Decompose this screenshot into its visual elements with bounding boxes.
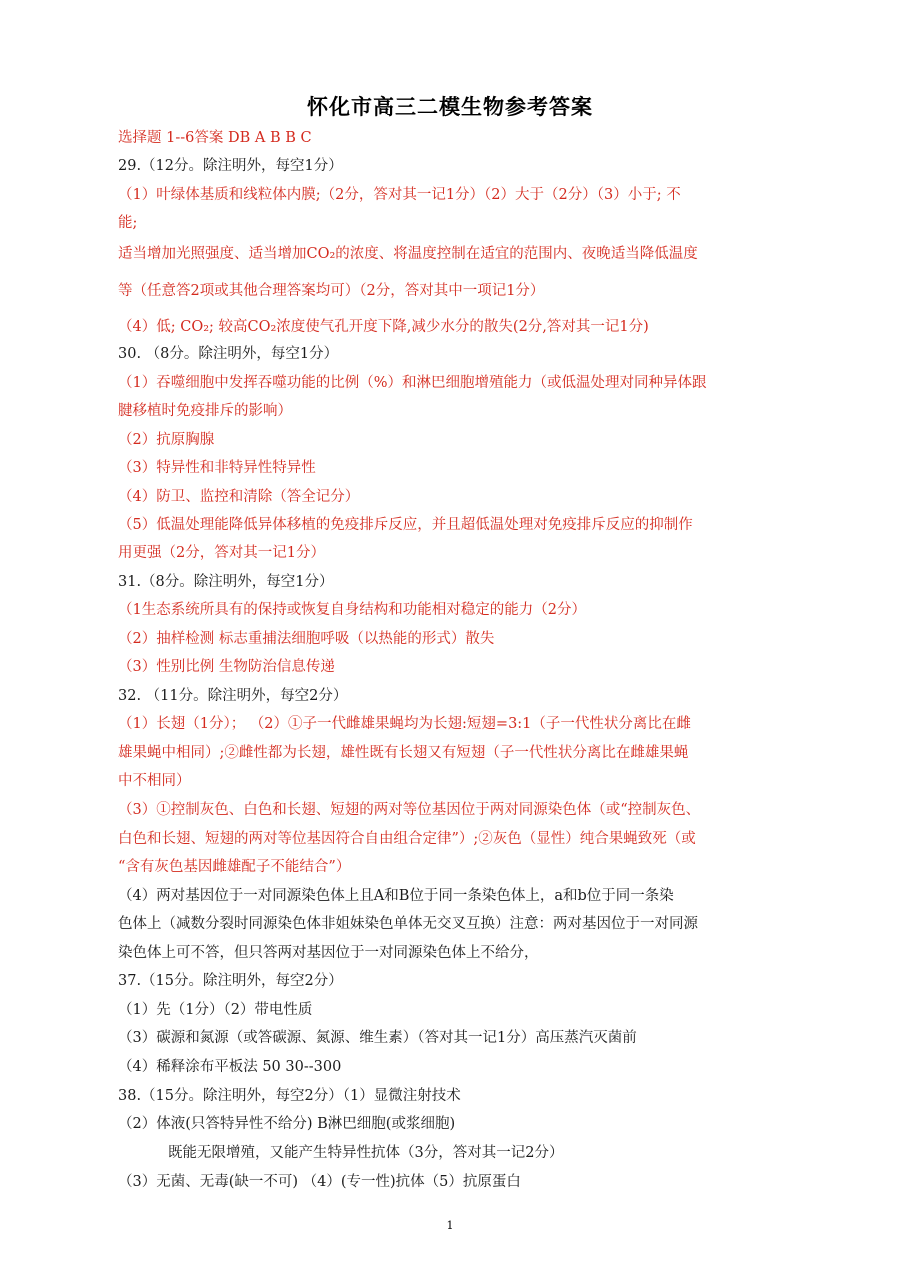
q38-answer-line: （2）体液(只答特异性不给分) B淋巴细胞(或浆细胞) <box>118 1116 456 1132</box>
q31-answer-line: （2）抽样检测 标志重捕法细胞呼吸（以热能的形式）散失 <box>118 631 495 647</box>
q29-heading: 29.（12分。除注明外，每空1分） <box>118 158 343 174</box>
q30-answer-line: 腱移植时免疫排斥的影响） <box>118 403 292 419</box>
q30-answer-line: （3）特异性和非特异性特异性 <box>118 460 316 476</box>
q29-answer-line: 等（任意答2项或其他合理答案均可）（2分，答对其中一项记1分） <box>118 283 545 299</box>
q37-answer-line: （4）稀释涂布平板法 50 30--300 <box>118 1059 342 1075</box>
q29-answer-line: 能; <box>118 215 138 231</box>
q37-heading: 37.（15分。除注明外，每空2分） <box>118 973 343 989</box>
q31-heading: 31.（8分。除注明外，每空1分） <box>118 574 334 590</box>
q38-answer-line: （3）无菌、无毒(缺一不可) （4）(专一性)抗体（5）抗原蛋白 <box>118 1174 521 1190</box>
q38-heading: 38.（15分。除注明外，每空2分）（1）显微注射技术 <box>118 1088 461 1104</box>
q37-answer-line: （3）碳源和氮源（或答碳源、氮源、维生素）（答对其一记1分）高压蒸汽灭菌前 <box>118 1030 637 1046</box>
q32-heading: 32. （11分。除注明外，每空2分） <box>118 688 348 704</box>
q32-answer-line: （3）①控制灰色、白色和长翅、短翅的两对等位基因位于两对同源染色体（或“控制灰色、 <box>118 802 701 818</box>
page-number: 1 <box>446 1219 454 1232</box>
q29-answer-line: （1）叶绿体基质和线粒体内膜;（2分，答对其一记1分）（2）大于（2分）（3）小于; 不 <box>118 187 681 203</box>
q32-answer-line: 染色体上可不答，但只答两对基因位于一对同源染色体上不给分， <box>118 945 539 961</box>
q30-heading: 30. （8分。除注明外，每空1分） <box>118 346 339 362</box>
q37-answer-line: （1）先（1分）（2）带电性质 <box>118 1002 313 1018</box>
q30-answer-line: （4）防卫、监控和清除（答全记分） <box>118 489 360 505</box>
q30-answer-line: （1）吞噬细胞中发挥吞噬功能的比例（%）和淋巴细胞增殖能力（或低温处理对同种异体跟 <box>118 375 707 391</box>
q31-answer-line: （3）性别比例 生物防治信息传递 <box>118 659 335 675</box>
q31-answer-line: （1生态系统所具有的保持或恢复自身结构和功能相对稳定的能力（2分） <box>118 602 586 618</box>
choice-answers: 选择题 1--6答案 DB A B B C <box>118 130 312 146</box>
q38-answer-line: 既能无限增殖，又能产生特异性抗体（3分，答对其一记2分） <box>168 1145 564 1161</box>
q32-answer-line: 白色和长翅、短翅的两对等位基因符合自由组合定律”）;②灰色（显性）纯合果蝇致死（或 <box>118 831 696 847</box>
q30-answer-line: （5）低温处理能降低异体移植的免疫排斥反应，并且超低温处理对免疫排斥反应的抑制作 <box>118 517 693 533</box>
q32-answer-line: 中不相同） <box>118 773 191 789</box>
q32-answer-line: （1）长翅（1分）； （2）①子一代雌雄果蝇均为长翅:短翅=3:1（子一代性状分离比在雌 <box>118 716 691 732</box>
q30-answer-line: 用更强（2分，答对其一记1分） <box>118 545 325 561</box>
q32-answer-line: 雄果蝇中相同）;②雌性都为长翅，雄性既有长翅又有短翅（子一代性状分离比在雌雄果蝇 <box>118 745 689 761</box>
q32-answer-line: “含有灰色基因雌雄配子不能结合”） <box>118 859 351 875</box>
q29-answer-line: （4）低; CO₂; 较高CO₂浓度使气孔开度下降,减少水分的散失(2分,答对其一记1分) <box>118 319 649 335</box>
q32-answer-line: 色体上（减数分裂时同源染色体非姐妹染色单体无交叉互换）注意：两对基因位于一对同源 <box>118 916 698 932</box>
page-title: 怀化市高三二模生物参考答案 <box>307 95 593 119</box>
q30-answer-line: （2）抗原胸腺 <box>118 432 215 448</box>
q32-answer-line: （4）两对基因位于一对同源染色体上且A和B位于同一条染色体上，a和b位于同一条染 <box>118 888 674 904</box>
q29-answer-line: 适当增加光照强度、适当增加CO₂的浓度、将温度控制在适宜的范围内、夜晚适当降低温度 <box>118 246 698 262</box>
